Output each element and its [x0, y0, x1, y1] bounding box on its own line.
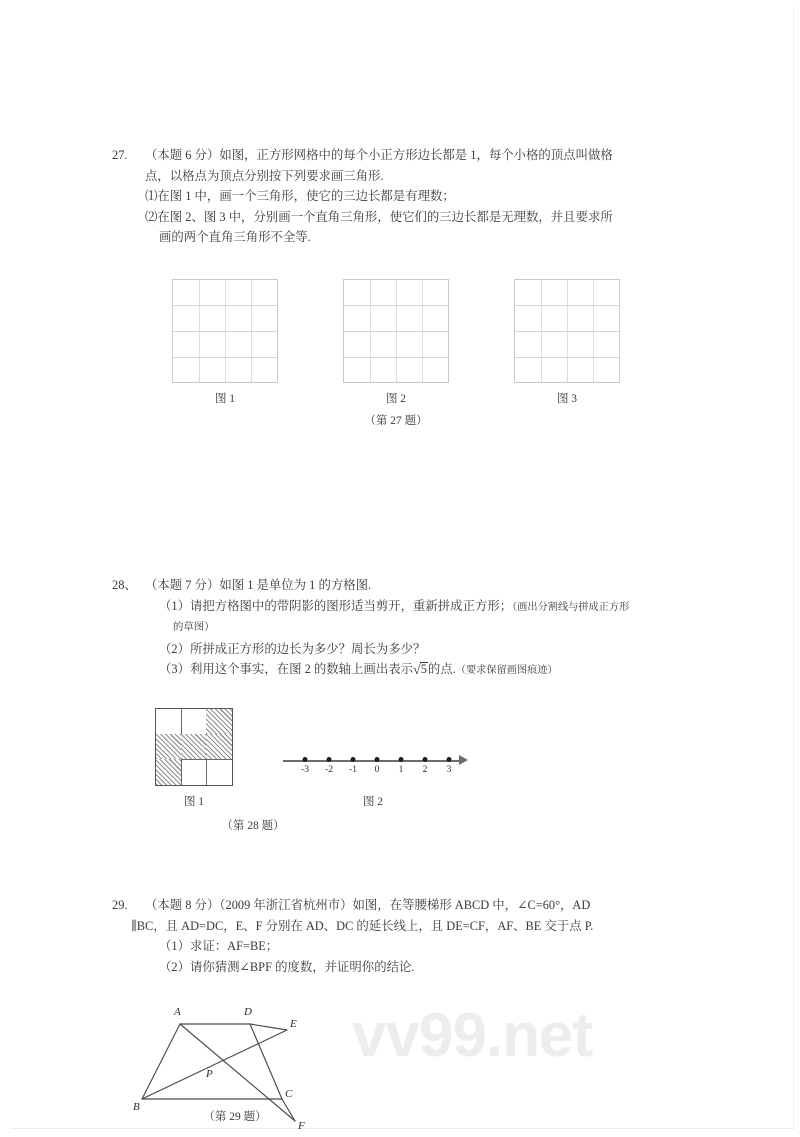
vertex-label-E: E	[290, 1018, 297, 1030]
vertex-label-B: B	[133, 1101, 140, 1113]
q27-figure-caption: （第 27 题）	[364, 415, 428, 427]
number-line-label-0: 0	[374, 765, 380, 775]
radicand: 5	[420, 662, 427, 676]
question-28-line-1: （本题 7 分）如图 1 是单位为 1 的方格图.	[145, 578, 372, 592]
question-29	[112, 895, 752, 977]
question-27-line-5: 画的两个直角三角形不全等.	[159, 230, 311, 244]
question-27-number: 27.	[112, 148, 128, 162]
watermark: vv99.net	[352, 1001, 593, 1070]
q27-grid-3	[514, 279, 620, 383]
grid-cell-1-0	[156, 734, 182, 760]
question-28-body	[145, 575, 732, 682]
number-line-label-2: 2	[422, 765, 428, 775]
number-line-point-2	[423, 757, 428, 762]
number-line-point-3	[447, 757, 452, 762]
grid-cell-0-0	[156, 709, 182, 735]
q28-number-line	[283, 750, 473, 782]
number-line-label-3: 3	[446, 765, 452, 775]
number-line-label--1: -1	[349, 765, 357, 775]
number-line-axis	[283, 760, 459, 762]
question-27-line-3: ⑴在图 1 中，画一个三角形，使它的三边长都是有理数；	[145, 189, 455, 203]
grid-cell-0-1	[181, 709, 207, 735]
question-28-line-5	[145, 659, 732, 682]
q28-fig1-label: 图 1	[183, 796, 205, 808]
question-29-line-4: （2）请你猜测∠BPF 的度数，并证明你的结论.	[159, 959, 415, 974]
segment-DE	[250, 1024, 287, 1030]
number-line-point-1	[399, 757, 404, 762]
vertex-label-C: C	[285, 1088, 293, 1100]
number-line-label-1: 1	[398, 765, 404, 775]
grid-cell-2-0	[156, 759, 182, 785]
q28-shaded-grid	[155, 708, 233, 786]
vertex-label-P: P	[206, 1068, 213, 1080]
question-28-line-5-note: （要求保留画图痕迹）	[455, 665, 558, 676]
question-27-body	[145, 145, 712, 248]
q27-grid-1-label: 图 1	[214, 393, 236, 405]
question-28-line-2-note: （画出分割线与拼成正方形	[512, 601, 630, 613]
grid-cell-1-2	[206, 734, 232, 760]
grid-cell-1-1	[181, 734, 207, 760]
question-28-line-5-main: （3）利用这个事实，在图 2 的数轴上画出表示	[159, 662, 414, 676]
question-29-number: 29.	[112, 898, 128, 912]
grid-cell-2-2	[206, 759, 232, 785]
number-line-label--3: -3	[301, 765, 309, 775]
q27-grid-2-label: 图 2	[385, 393, 407, 405]
question-29-line-3: （1）求证：AF=BE；	[159, 939, 279, 953]
vertex-label-A: A	[174, 1006, 181, 1018]
page-edge-right	[793, 6, 794, 1129]
q27-grid-1	[172, 279, 278, 383]
radical-sign: √	[413, 663, 421, 678]
number-line-arrow-icon	[459, 755, 468, 765]
question-29-line-1: （本题 8 分）（2009 年浙江省杭州市）如图，在等腰梯形 ABCD 中，∠C=60°，AD	[145, 898, 591, 912]
question-28-line-3: 的草图）	[173, 622, 215, 633]
page-edge-bottom	[10, 1128, 794, 1129]
number-line-point-0	[375, 757, 380, 762]
question-27-line-1: （本题 6 分）如图，正方形网格中的每个小正方形边长都是 1，每个小格的顶点叫做格	[145, 148, 613, 162]
question-28-line-4: （2）所拼成正方形的边长为多少？周长为多少？	[159, 641, 426, 656]
question-28-line-2	[145, 596, 732, 619]
question-28-line-2-main: （1）请把方格图中的带阴影的图形适当剪开，重新拼成正方形；	[159, 598, 513, 613]
q28-figure-caption: （第 28 题）	[221, 820, 285, 832]
question-28-number: 28、	[112, 578, 137, 592]
vertex-label-D: D	[244, 1006, 252, 1018]
question-27-line-4: ⑵在图 2、图 3 中，分别画一个直角三角形，使它们的三边长都是无理数，并且要求所	[145, 209, 613, 224]
number-line-point--2	[327, 757, 332, 762]
question-29-body	[131, 895, 752, 977]
grid-cell-0-2	[206, 709, 232, 735]
question-27	[112, 145, 712, 248]
number-line-point--3	[303, 757, 308, 762]
number-line-label--2: -2	[325, 765, 333, 775]
q29-figure-caption: （第 29 题）	[203, 1111, 267, 1123]
segment-BE	[142, 1030, 287, 1099]
q27-grid-3-label: 图 3	[556, 393, 578, 405]
question-28	[112, 575, 732, 682]
q28-fig2-label: 图 2	[362, 796, 384, 808]
question-27-line-2: 点，以格点为顶点分别按下列要求画三角形.	[145, 168, 384, 183]
question-29-line-2: ∥BC，且 AD=DC，E、F 分别在 AD、DC 的延长线上，且 DE=CF，AF、BE 交于点 P.	[131, 918, 594, 933]
vertex-label-F: F	[298, 1120, 305, 1132]
grid-cell-2-1	[181, 759, 207, 785]
question-28-line-5-tail: 的点.	[427, 662, 456, 676]
number-line-point--1	[351, 757, 356, 762]
segment-AB	[142, 1024, 180, 1099]
q27-grid-2	[343, 279, 449, 383]
